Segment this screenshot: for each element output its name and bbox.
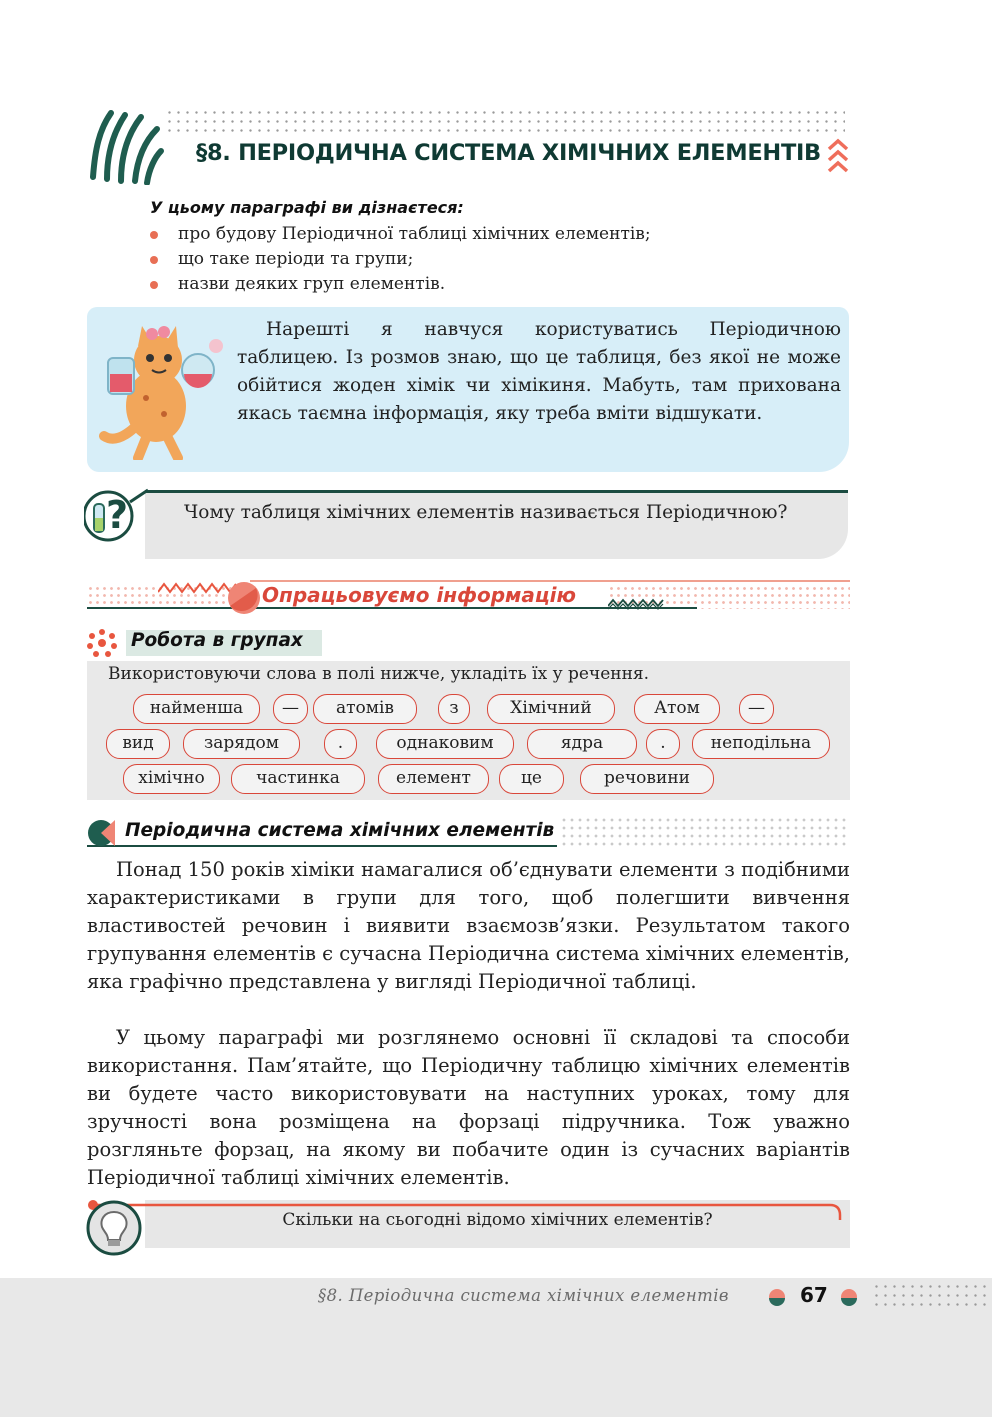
subsection-rule	[87, 845, 557, 847]
section-rule	[87, 607, 697, 609]
intro-heading: У цьому параграфі ви дізнаєтеся:	[150, 198, 464, 217]
lightbulb-icon	[86, 1200, 142, 1256]
word-chip[interactable]: речовини	[580, 764, 714, 794]
question-flask-icon	[84, 486, 150, 546]
group-work-instruction: Використовуючи слова в полі нижче, укладіть їх у речення.	[108, 664, 650, 684]
word-chip[interactable]: Атом	[634, 694, 720, 724]
subsection-title: Періодична система хімічних елементів	[125, 820, 555, 841]
question-text: Чому таблиця хімічних елементів називається Періодичною?	[184, 502, 788, 523]
word-chip[interactable]: елемент	[378, 764, 489, 794]
question-rule	[145, 490, 848, 493]
leaf-icon	[87, 818, 119, 848]
word-chip[interactable]: —	[739, 694, 774, 724]
list-item: про будову Періодичної таблиці хімічних елементів;	[150, 222, 651, 247]
list-item: назви деяких груп елементів.	[150, 272, 651, 297]
word-chip[interactable]: хімічно	[123, 764, 220, 794]
word-chip[interactable]: ядра	[527, 729, 637, 759]
word-chip[interactable]: однаковим	[376, 729, 514, 759]
zigzag-decoration	[158, 580, 236, 596]
circle-icon	[840, 1288, 858, 1306]
svg-text:?: ?	[106, 493, 129, 537]
running-title: §8. Періодична система хімічних елементів	[318, 1286, 729, 1305]
list-item: що таке періоди та групи;	[150, 247, 651, 272]
footer-dots	[872, 1282, 990, 1312]
word-chip[interactable]: Хімічний	[487, 694, 615, 724]
word-chip[interactable]: з	[438, 694, 470, 724]
intro-bullets	[150, 222, 651, 297]
header-dots	[165, 108, 845, 136]
word-chip[interactable]: зарядом	[183, 729, 300, 759]
body-paragraph: У цьому параграфі ми розглянемо основні її складові та способи використання. Пам’ятайте, що Періодичну таблицю хімічних елементів ви будете часто використовувати на наступних уроках, тому для зручності вона розміщена на форзаці підручника. Тож уважно розгляньте форзац, на якому ви побачите один із сучасних варіантів Періодичної таблиці хімічних елементів.	[87, 1026, 850, 1189]
dots-cluster-icon	[86, 628, 118, 658]
circle-icon	[226, 580, 262, 616]
page-title: §8. ПЕРІОДИЧНА СИСТЕМА ХІМІЧНИХ ЕЛЕМЕНТІВ	[196, 140, 821, 166]
bottom-question-text: Скільки на сьогодні відомо хімічних елементів?	[282, 1210, 713, 1230]
word-chip[interactable]: найменша	[133, 694, 260, 724]
zigzag-small-decoration	[608, 596, 664, 610]
group-work-title: Робота в групах	[131, 630, 303, 651]
word-chip[interactable]: вид	[106, 729, 170, 759]
word-chip[interactable]: це	[499, 764, 564, 794]
section-title: Опрацьовуємо інформацію	[262, 583, 576, 607]
callout-text: Нарешті я навчуся користуватись Періодичною таблицею. Із розмов знаю, що це таблиця, без якої не може обійтися жоден хімік чи хімікиня. Мабуть, там прихована якась таємна інформація, яку треба вміти відшукати.	[237, 319, 841, 424]
page-number: 67	[800, 1283, 828, 1307]
chevrons-up-icon	[826, 138, 850, 176]
body-paragraph: Понад 150 років хіміки намагалися об’єднувати елементи з подібними характеристиками в групи для того, щоб полегшити вивчення властивостей речовин і виявити взаємозв’язки. Результатом такого групування елементів є сучасна Періодична система хімічних елементів, яка графічно представлена у вигляді Періодичної таблиці.	[87, 858, 850, 993]
word-chip[interactable]: .	[324, 729, 357, 759]
word-chip[interactable]: частинка	[231, 764, 365, 794]
section-rule-top	[250, 580, 850, 582]
word-chip[interactable]: .	[646, 729, 680, 759]
circle-icon	[768, 1288, 786, 1306]
word-chip[interactable]: атомів	[313, 694, 417, 724]
word-chip[interactable]: —	[273, 694, 308, 724]
word-chip[interactable]: неподільна	[692, 729, 830, 759]
cat-chemist-illustration	[86, 318, 226, 460]
subsection-dots	[560, 816, 850, 848]
grass-logo-icon	[85, 105, 165, 185]
